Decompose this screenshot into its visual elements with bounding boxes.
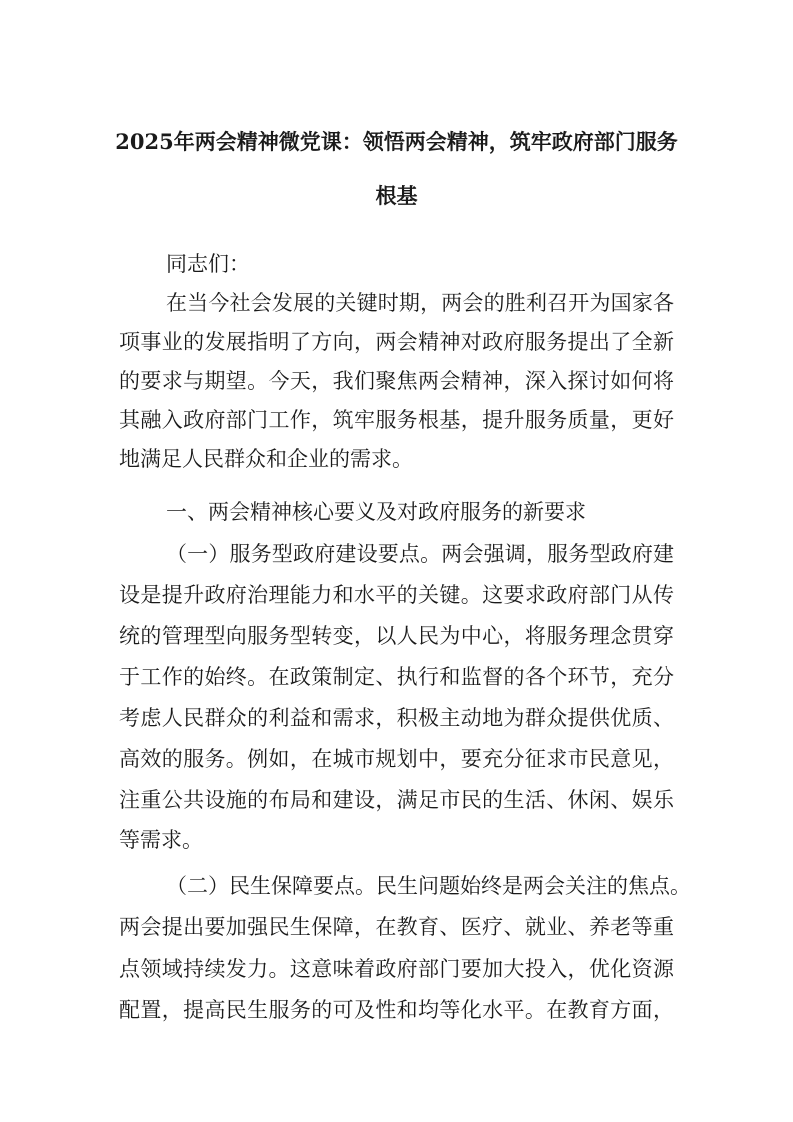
- body-line: 两会提出要加强民生保障，在教育、医疗、就业、养老等重: [119, 915, 674, 939]
- body-line: 项事业的发展指明了方向，两会精神对政府服务提出了全新: [119, 330, 674, 354]
- body-line: 的要求与期望。今天，我们聚焦两会精神，深入探讨如何将: [119, 369, 674, 393]
- body-line: 设是提升政府治理能力和水平的关键。这要求政府部门从传: [119, 583, 674, 607]
- body-line: 点领域持续发力。这意味着政府部门要加大投入，优化资源: [119, 957, 674, 981]
- body-line: 地满足人民群众和企业的需求。: [119, 447, 413, 471]
- document-title-line-2: 根基: [375, 183, 418, 208]
- document-title-line-1: 2025年两会精神微党课：领悟两会精神，筑牢政府部门服务: [115, 129, 678, 154]
- body-line: （一）服务型政府建设要点。两会强调，服务型政府建: [166, 542, 674, 566]
- body-line: 统的管理型向服务型转变，以人民为中心，将服务理念贯穿: [119, 624, 674, 648]
- body-line: 在当今社会发展的关键时期，两会的胜利召开为国家各: [166, 291, 674, 315]
- body-line: （二）民生保障要点。民生问题始终是两会关注的焦点。: [166, 874, 691, 898]
- body-line: 等需求。: [119, 828, 203, 852]
- body-line: 配置，提高民生服务的可及性和均等化水平。在教育方面，: [119, 998, 674, 1022]
- body-line: 注重公共设施的布局和建设，满足市民的生活、休闲、娱乐: [119, 788, 674, 812]
- salutation: 同志们：: [166, 252, 250, 276]
- body-line: 于工作的始终。在政策制定、执行和监督的各个环节，充分: [119, 665, 674, 689]
- body-line: 高效的服务。例如，在城市规划中，要充分征求市民意见，: [119, 747, 674, 771]
- body-line: 考虑人民群众的利益和需求，积极主动地为群众提供优质、: [119, 706, 674, 730]
- section-heading: 一、两会精神核心要义及对政府服务的新要求: [166, 500, 586, 524]
- body-line: 其融入政府部门工作，筑牢服务根基，提升服务质量，更好: [119, 408, 674, 432]
